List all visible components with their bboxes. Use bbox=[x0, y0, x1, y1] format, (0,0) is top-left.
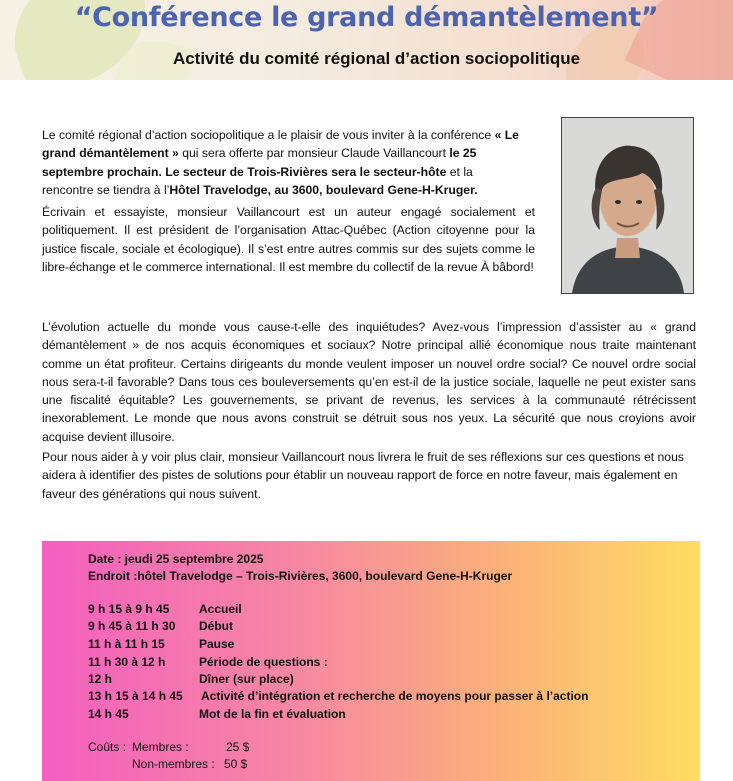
schedule-time: 11 h à 11 h 15 bbox=[88, 637, 165, 651]
members-price: 25 $ bbox=[226, 740, 250, 754]
schedule-activity: Activité d’intégration et recherche de moyens pour passer à l’action bbox=[201, 689, 589, 703]
schedule-activity: Période de questions : bbox=[199, 655, 328, 669]
schedule-time: 13 h 15 à 14 h 45 bbox=[88, 689, 183, 703]
schedule-activity: Début bbox=[199, 619, 233, 633]
schedule-activity: Mot de la fin et évaluation bbox=[199, 707, 346, 721]
event-info-box bbox=[42, 541, 700, 781]
costs-label: Coûts : bbox=[88, 740, 127, 754]
nonmembers-label: Non-membres : bbox=[132, 757, 215, 771]
event-place: Endroit :hôtel Travelodge – Trois-Rivières, 3600, boulevard Gene-H-Kruger bbox=[88, 569, 513, 583]
speaker-photo bbox=[561, 117, 694, 294]
bio-paragraph: Écrivain et essayiste, monsieur Vaillancourt est un auteur engagé socialement et politiquement. Il est président de l’organisation Attac-Québec (Action citoyenne pour la justice fiscale, sociale et écologique). Il s’est entre autres commis sur des sujets comme le libre-échange et le commerce international. Il est membre du collectif de la revue À bâbord! bbox=[42, 205, 535, 274]
schedule-activity: Accueil bbox=[199, 602, 242, 616]
schedule-time: 11 h 30 à 12 h bbox=[88, 655, 166, 669]
schedule-activity: Pause bbox=[199, 637, 235, 651]
page-title: “Conférence le grand démantèlement” bbox=[74, 2, 659, 33]
intro-paragraph: Le comité régional d’action sociopolitique a le plaisir de vous inviter à la conférence « Le grand démantèlement » qui sera offerte par monsieur Claude Vaillancourt le 25 septembre prochain. Le secteur de Trois-Rivières sera le secteur-hôte et la rencontre se tiendra à l’Hôtel Travelodge, au 3600, boulevard Gene-H-Kruger. bbox=[42, 128, 519, 197]
schedule-time: 14 h 45 bbox=[88, 707, 129, 721]
schedule-time: 9 h 15 à 9 h 45 bbox=[88, 602, 170, 616]
members-label: Membres : bbox=[132, 740, 189, 754]
header-banner bbox=[0, 0, 733, 80]
event-date: Date : jeudi 25 septembre 2025 bbox=[88, 552, 264, 566]
page-subtitle: Activité du comité régional d’action sociopolitique bbox=[172, 49, 581, 68]
closing-paragraph: Pour nous aider à y voir plus clair, monsieur Vaillancourt nous livrera le fruit de ses réflexions sur ces questions et nous aidera à identifier des pistes de solutions pour établir un nouveau rapport de force en notre faveur, mais également en faveur des générations qui nous suivent. bbox=[42, 450, 684, 501]
schedule-time: 9 h 45 à 11 h 30 bbox=[88, 619, 176, 633]
nonmembers-price: 50 $ bbox=[224, 757, 248, 771]
context-paragraph: L’évolution actuelle du monde vous cause-t-elle des inquiétudes? Avez-vous l’impression d’assister au « grand démantèlement » de nos acquis économiques et sociaux? Notre principal allié économique nous traite maintenant comme un état profiteur. Certains dirigeants du monde veulent imposer un nouvel ordre social? Ce nouvel ordre social nous sera-t-il favorable? Dans tous ces bouleversements qu’en est-il de la justice sociale, laquelle ne peut exister sans une fiscalité équitable? Les gouvernements, se privant de revenus, les services à la communauté rétrécissent inexorablement. Le monde que nous avons construit se détruit sous nos yeux. La sécurité que nous croyions avoir acquise devient illusoire. bbox=[42, 320, 696, 444]
schedule-time: 12 h bbox=[88, 672, 113, 686]
schedule-activity: Dîner (sur place) bbox=[199, 672, 294, 686]
